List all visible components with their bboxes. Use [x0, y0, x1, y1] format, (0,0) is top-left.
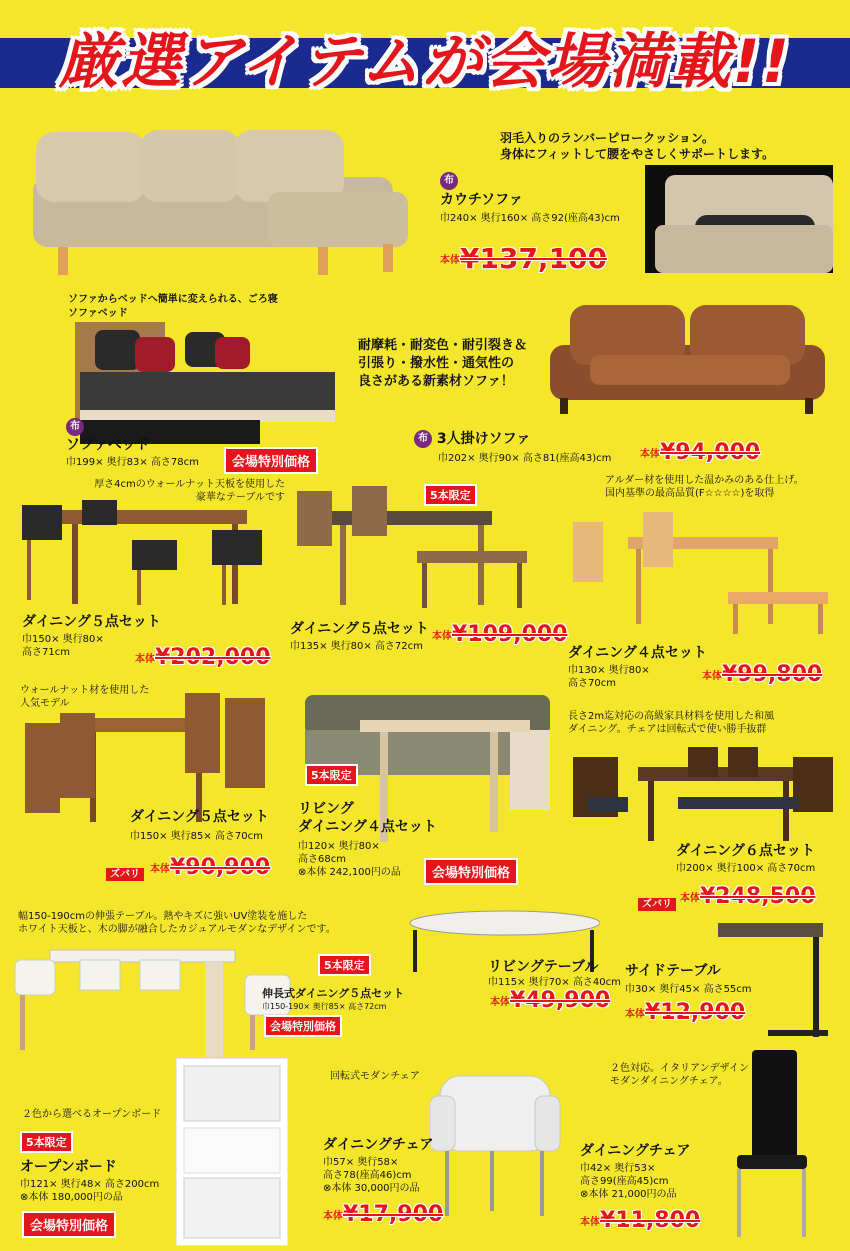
dining5c-dims: 巾150× 奥行85× 高さ70cm: [130, 831, 263, 842]
board-dims: 巾121× 奥行48× 高さ200cm ⊗本体 180,000円の品: [20, 1179, 160, 1203]
dining6-name: ダイニング６点セット: [676, 843, 815, 859]
board-copy: ２色から選べるオープンボード: [22, 1109, 162, 1120]
board-limited-tag: 5本限定: [20, 1131, 73, 1153]
dining5c-zubari-badge: ズバリ: [106, 862, 144, 881]
banner: [0, 0, 850, 112]
dining6-image: [568, 742, 833, 847]
dining4-price: 本体¥99,800: [702, 662, 823, 687]
couch-price: 本体¥137,100: [440, 242, 608, 275]
open-board-image: [176, 1058, 288, 1246]
sofa3-name: 3人掛けソファ: [436, 431, 531, 447]
couch-dims: 巾240× 奥行160× 高さ92(座高43)cm: [440, 213, 620, 224]
extend-limited-tag: 5本限定: [318, 954, 371, 976]
dining5b-limited-tag: 5本限定: [424, 484, 477, 506]
dining4-dims: 巾130× 奥行80× 高さ70cm: [568, 665, 650, 689]
sofa-bed-image: [75, 322, 340, 447]
stable-price: 本体¥12,900: [625, 1000, 746, 1025]
three-seat-sofa-image: [550, 300, 828, 418]
dining4-image: [568, 512, 830, 638]
chair2-copy: ２色対応。イタリアンデザイン モダンダイニングチェア。: [610, 1063, 749, 1087]
dining5a-copy: 厚さ4cmのウォールナット天板を使用した 豪華なテーブルです: [94, 479, 285, 503]
swivel-chair-image: [430, 1056, 565, 1221]
dining5b-name: ダイニング５点セット: [290, 621, 429, 637]
dining5a-dims: 巾150× 奥行80× 高さ71cm: [22, 634, 104, 658]
chair2-dims: 巾42× 奥行53× 高さ99(座高45)cm ⊗本体 21,000円の品: [580, 1163, 677, 1200]
living4-name: リビング ダイニング４点セット: [298, 801, 437, 835]
living4-dims: 巾120× 奥行80× 高さ68cm ⊗本体 242,100円の品: [298, 841, 401, 878]
couch-name: カウチソファ: [440, 192, 523, 208]
chair2-price: 本体¥11,800: [580, 1208, 701, 1233]
board-special-tag: 会場特別価格: [22, 1211, 116, 1238]
couch-feature-copy: 羽毛入りのランバーピロークッション。 身体にフィットして腰をやさしくサポートします。: [500, 131, 775, 161]
banner-title: 厳選アイテムが会場満載!!: [58, 27, 792, 97]
stable-dims: 巾30× 奥行45× 高さ55cm: [625, 984, 752, 995]
sofa3-dims: 巾202× 奥行90× 高さ81(座高43)cm: [438, 453, 612, 464]
sofabed-name: ソファベッド: [66, 437, 150, 453]
sofa3-copy: 耐摩耗・耐変色・耐引裂き＆ 引張り・撥水性・通気性の 良さがある新素材ソファ！: [358, 338, 528, 389]
dining4-copy: アルダー材を使用した温かみのある仕上げ。 国内基準の最高品質(F☆☆☆☆)を取得: [605, 475, 804, 499]
sofabed-copy: ソファからベッドへ簡単に変えられる、ごろ寝 ソファベッド: [68, 294, 278, 319]
ltable-name: リビングテーブル: [488, 959, 599, 975]
chair2-name: ダイニングチェア: [580, 1143, 691, 1159]
dining6-dims: 巾200× 奥行100× 高さ70cm: [676, 863, 816, 874]
dining5c-image: [20, 688, 280, 828]
couch-fabric-icon: 布: [440, 170, 458, 190]
sofa3-fabric-icon: 布: [414, 430, 432, 448]
extend-dims: 巾150-190× 奥行85× 高さ72cm: [262, 1002, 387, 1011]
sofabed-special-tag: 会場特別価格: [224, 447, 318, 474]
ltable-price: 本体¥49,900: [490, 988, 611, 1013]
dining5c-price: 本体¥90,900: [150, 855, 271, 880]
cushion-closeup-image: [645, 165, 833, 273]
sofa3-price: 本体¥94,000: [640, 440, 761, 465]
living4-limited-tag: 5本限定: [305, 764, 358, 786]
dining5c-name: ダイニング５点セット: [130, 809, 269, 825]
sofabed-fabric-icon: 布: [66, 416, 84, 436]
dining4-name: ダイニング４点セット: [568, 645, 707, 661]
extend-special-tag: 会場特別価格: [264, 1015, 342, 1037]
dining5b-price: 本体¥109,000: [432, 622, 568, 647]
extend-name: 伸長式ダイニング５点セット: [262, 987, 405, 1000]
dining5b-image: [292, 486, 532, 616]
living4-special-tag: 会場特別価格: [424, 858, 518, 885]
stable-name: サイドテーブル: [625, 963, 721, 979]
dining6-price: 本体¥248,500: [680, 884, 816, 909]
dining5c-copy: ウォールナット材を使用した 人気モデル: [20, 685, 150, 709]
dining5a-name: ダイニング５点セット: [22, 614, 161, 630]
chair1-name: ダイニングチェア: [323, 1137, 434, 1153]
dining5a-image: [22, 500, 282, 610]
dining5b-dims: 巾135× 奥行80× 高さ72cm: [290, 641, 423, 652]
sofabed-dims: 巾199× 奥行83× 高さ78cm: [66, 457, 199, 468]
sofa3-name-row: [414, 430, 530, 448]
chair1-dims: 巾57× 奥行58× 高さ78(座高46)cm ⊗本体 30,000円の品: [323, 1157, 420, 1194]
chair1-copy: 回転式モダンチェア: [330, 1071, 420, 1082]
dining6-copy: 長さ2m迄対応の高級家具材料を使用した和風 ダイニング。チェアは回転式で使い勝手抜群: [568, 711, 775, 735]
couch-sofa-image: [28, 122, 408, 282]
ltable-dims: 巾115× 奥行70× 高さ40cm: [488, 977, 621, 988]
dining5a-price: 本体¥202,000: [135, 645, 271, 670]
dining6-zubari-badge: ズバリ: [638, 892, 676, 911]
chair1-price: 本体¥17,900: [323, 1202, 444, 1227]
board-name: オープンボード: [20, 1159, 117, 1175]
extend-copy: 幅150-190cmの伸張テーブル。熱やキズに強いUV塗装を施した ホワイト天板と、木の脚が融合したカジュアルモダンなデザインです。: [18, 911, 336, 935]
black-chair-image: [712, 1050, 832, 1240]
